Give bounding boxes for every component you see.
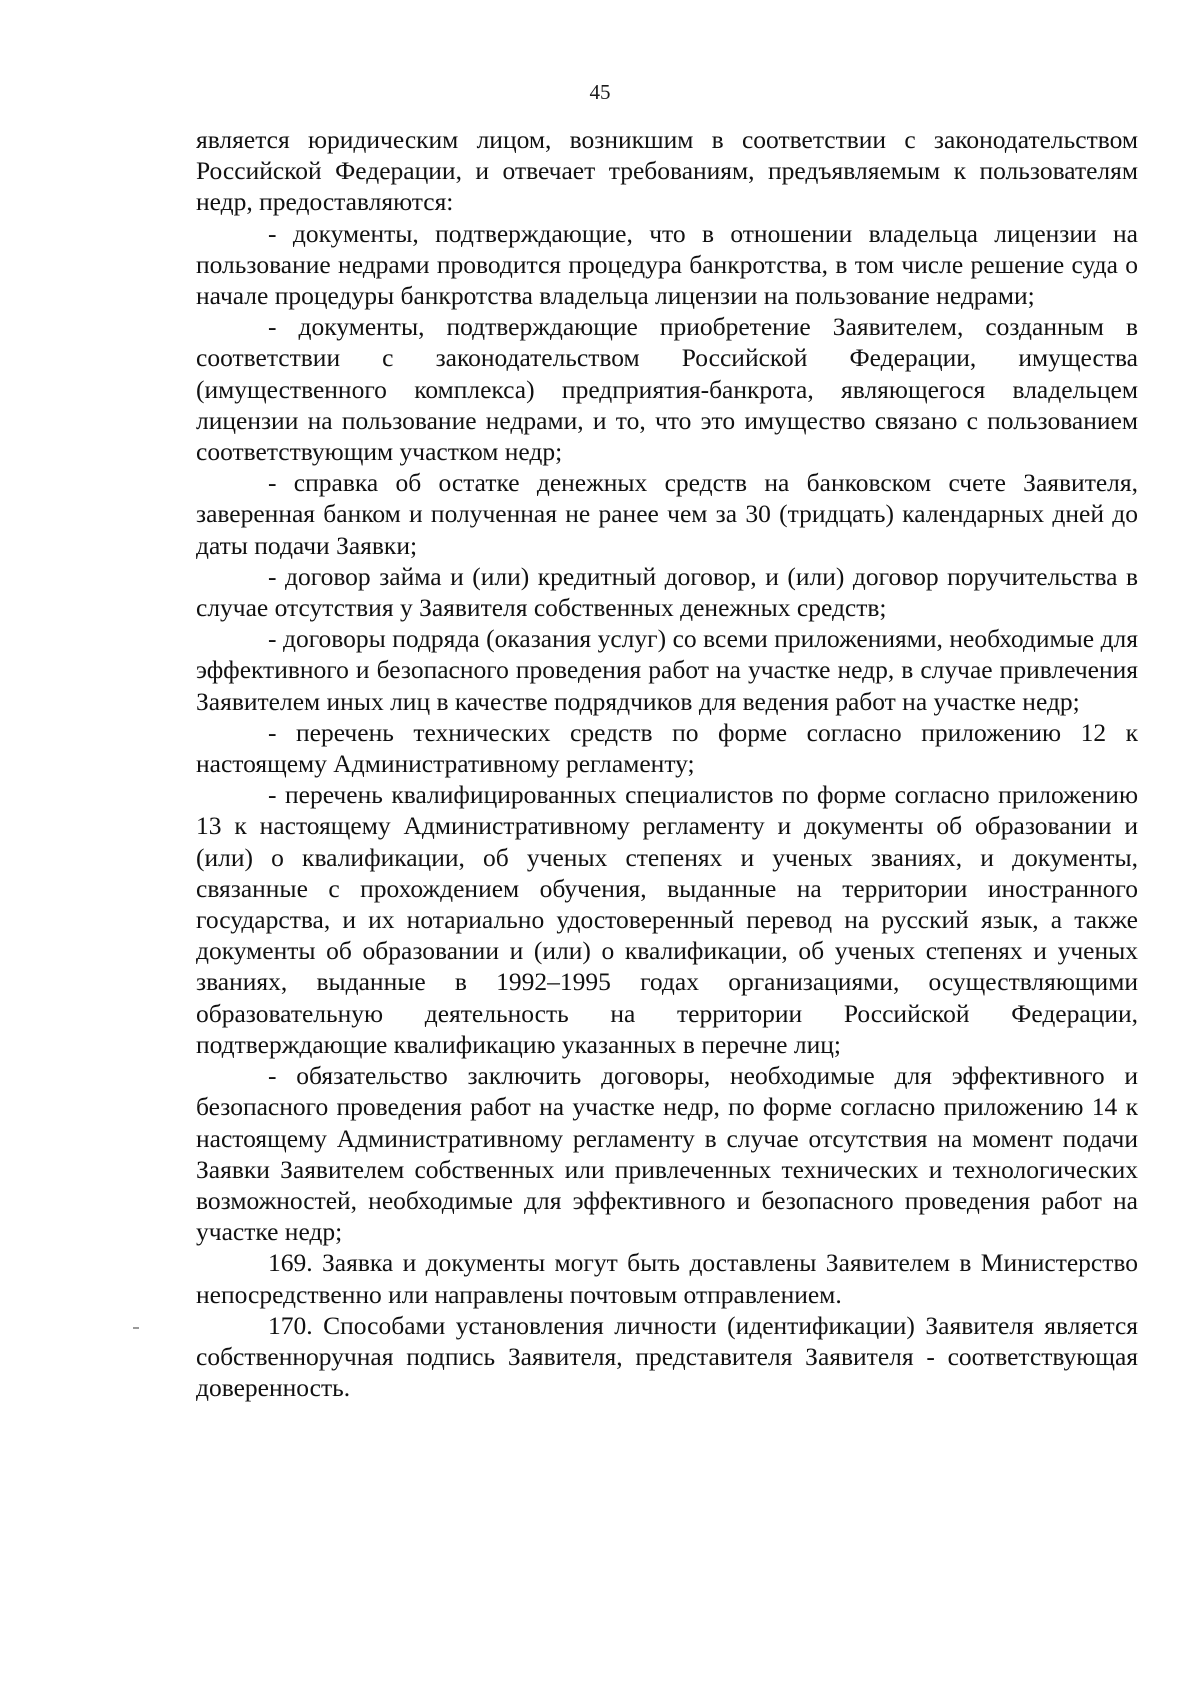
paragraph-contracts: - договоры подряда (оказания услуг) со всеми приложениями, необходимые для эффективного и безопасного проведения работ на участке недр, в случае привлечения Заявителем иных лиц в качестве подрядчиков для ведения работ на участке недр; — [196, 624, 1138, 716]
paragraph-clause-170: 170. Способами установления личности (идентификации) Заявителя является собственноручная подпись Заявителя, представителя Заявителя - соответствующая доверенность. — [196, 1310, 1138, 1403]
paragraph-intro: является юридическим лицом, возникшим в соответствии с законодательством Российской Федерации, и отвечает требованиям, предъявляемым к пользователям недр, предоставляются: — [196, 125, 1138, 217]
paragraph-loan-agreement: - договор займа и (или) кредитный договор, и (или) договор поручительства в случае отсутствия у Заявителя собственных денежных средств; — [196, 561, 1138, 623]
document-body — [196, 124, 1138, 1403]
paragraph-property-acquisition: - документы, подтверждающие приобретение Заявителем, созданным в соответствии с законодательством Российской Федерации, имущества (имущественного комплекса) предприятия-банкрота, являющегося владельцем лицензии на пользование недрами, и то, что это имущество связано с пользованием соответствующим участком недр; — [196, 312, 1138, 467]
page-number: 45 — [589, 80, 611, 104]
scan-margin-mark — [133, 1327, 139, 1329]
paragraph-obligation: - обязательство заключить договоры, необходимые для эффективного и безопасного проведения работ на участке недр, по форме согласно приложению 14 к настоящему Административному регламенту в случае отсутствия на момент подачи Заявки Заявителем собственных или привлеченных технических и технологических возможностей, необходимые для эффективного и безопасного проведения работ на участке недр; — [196, 1061, 1138, 1247]
paragraph-clause-169: 169. Заявка и документы могут быть доставлены Заявителем в Министерство непосредственно или направлены почтовым отправлением. — [196, 1248, 1138, 1309]
paragraph-bankruptcy-documents: - документы, подтверждающие, что в отношении владельца лицензии на пользование недрами проводится процедура банкротства, в том числе решение суда о начале процедуры банкротства владельца лицензии на пользование недрами; — [196, 218, 1138, 311]
paragraph-bank-statement: - справка об остатке денежных средств на банковском счете Заявителя, заверенная банком и полученная не ранее чем за 30 (тридцать) календарных дней до даты подачи Заявки; — [196, 468, 1138, 560]
paragraph-technical-means: - перечень технических средств по форме согласно приложению 12 к настоящему Административному регламенту; — [196, 717, 1138, 779]
paragraph-specialists: - перечень квалифицированных специалистов по форме согласно приложению 13 к настоящему Административному регламенту и документы об образовании и (или) о квалификации, об ученых степенях и ученых званиях, и документы, связанные с прохождением обучения, выданные на территории иностранного государства, и их нотариально удостоверенный перевод на русский язык, а также документы об образовании и (или) о квалификации, об ученых степенях и ученых званиях, выданные в 1992–1995 годах организациями, осуществляющими образовательную деятельность на территории Российской Федерации, подтверждающие квалификацию указанных в перечне лиц; — [196, 780, 1138, 1059]
